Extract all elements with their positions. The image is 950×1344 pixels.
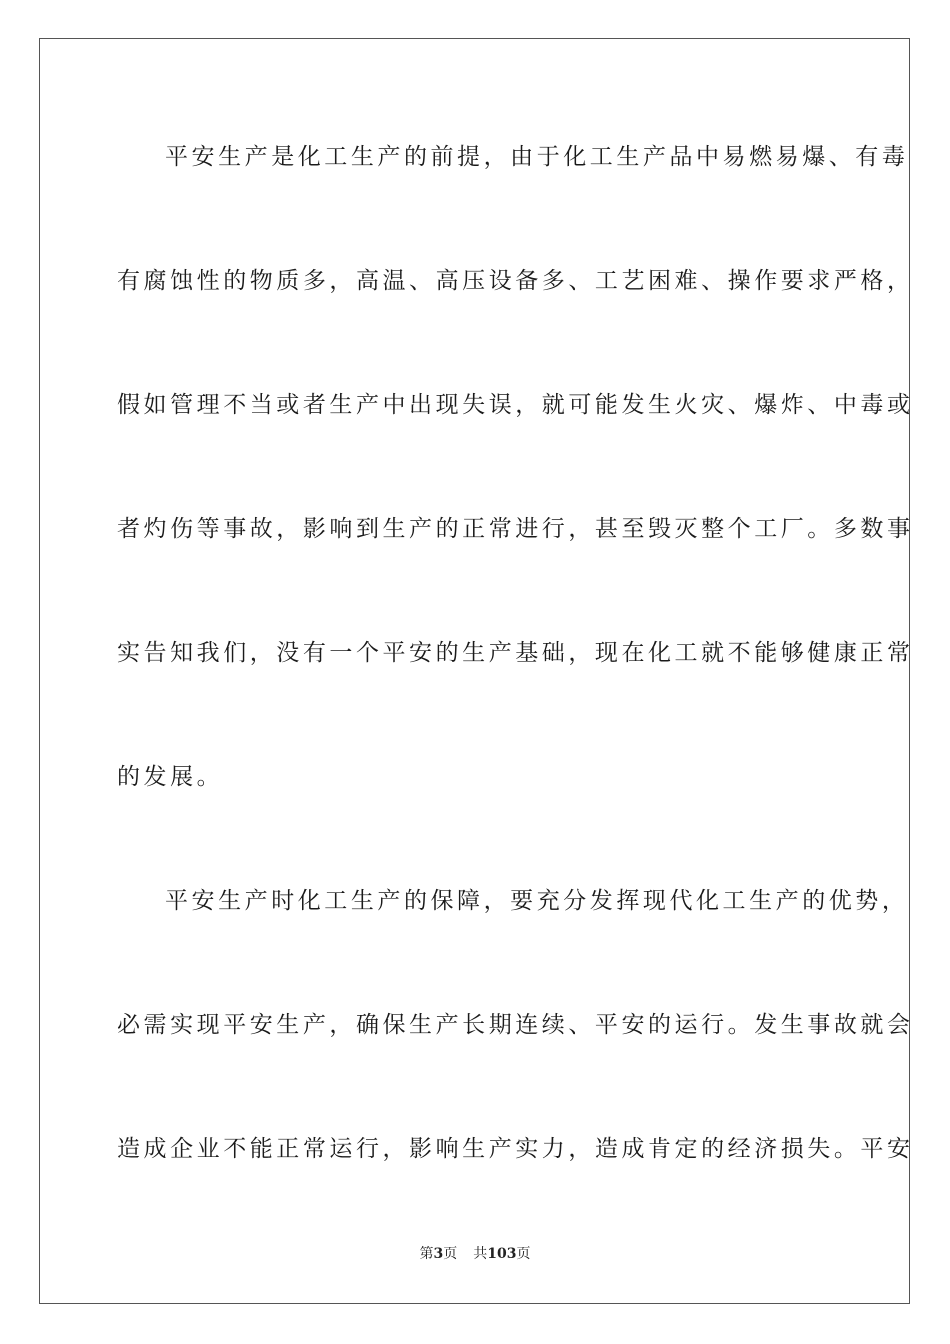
paragraph-2-line-1: 平安生产时化工生产的保障，要充分发挥现代化工生产的优势， [165,888,909,914]
page-footer [0,1244,950,1264]
paragraph-1-line-1: 平安生产是化工生产的前提，由于化工生产品中易燃易爆、有毒 [165,144,909,170]
paragraph-2-line-2: 必需实现平安生产，确保生产长期连续、平安的运行。发生事故就会 [117,1012,914,1038]
paragraph-2-line-3: 造成企业不能正常运行，影响生产实力，造成肯定的经济损失。平安 [117,1136,914,1162]
document-body [117,126,914,1242]
paragraph-1-line-3: 假如管理不当或者生产中出现失误，就可能发生火灾、爆炸、中毒或 [117,392,914,418]
paragraph-1-line-2: 有腐蚀性的物质多，高温、高压设备多、工艺困难、操作要求严格， [117,268,914,294]
paragraph-1-line-5: 实告知我们，没有一个平安的生产基础，现在化工就不能够健康正常 [117,640,914,666]
page-prefix: 第 [419,1246,434,1262]
total-suffix: 页 [516,1246,531,1262]
total-prefix: 共 [473,1246,488,1262]
page-suffix: 页 [443,1246,458,1262]
total-pages: 103 [487,1246,517,1262]
paragraph-1-line-6: 的发展。 [117,764,224,790]
paragraph-1-line-4: 者灼伤等事故，影响到生产的正常进行，甚至毁灭整个工厂。多数事 [117,516,914,542]
page-number: 3 [433,1246,444,1262]
